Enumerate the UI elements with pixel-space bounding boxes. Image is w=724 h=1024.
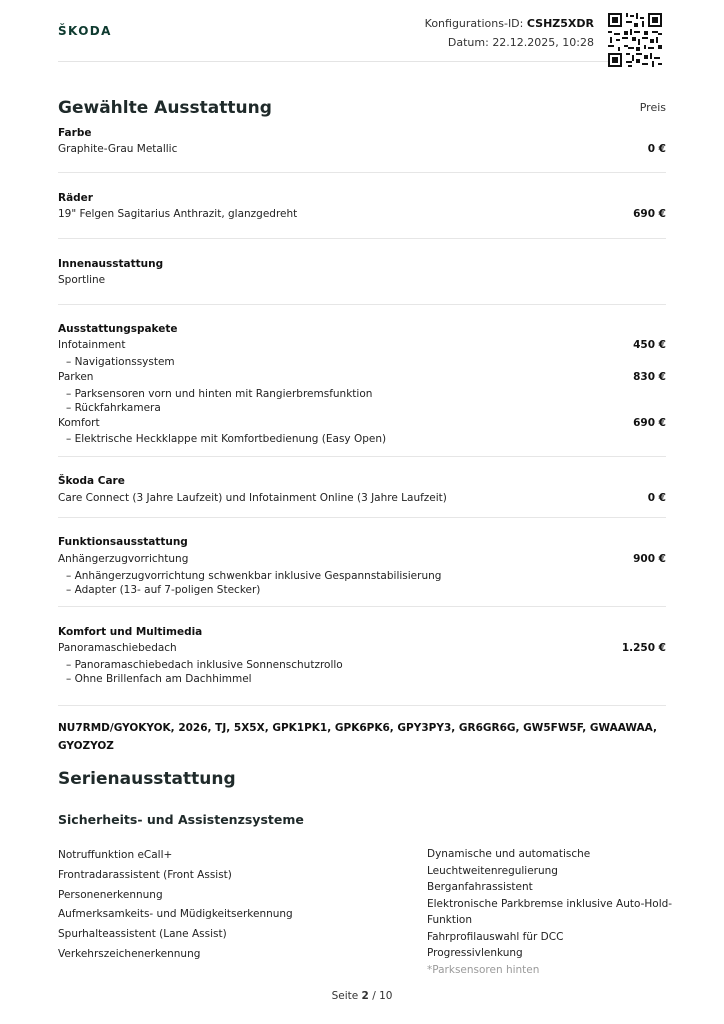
config-id-label: Konfigurations-ID:	[424, 17, 524, 30]
item-name: Komfort	[58, 417, 100, 429]
list-item: Fahrprofilauswahl für DCC	[427, 930, 564, 943]
list-item: Frontradarassistent (Front Assist)	[58, 868, 232, 881]
list-item: Funktion	[427, 914, 472, 926]
list-item: Progressivlenkung	[427, 947, 523, 959]
page-footer	[0, 990, 724, 1002]
list-item	[58, 143, 666, 157]
section-title: Innenausstattung	[58, 258, 164, 270]
section-funktionsausstattung	[58, 533, 666, 607]
list-item: Leuchtweitenregulierung	[427, 864, 558, 877]
list-item: Elektronische Parkbremse inklusive Auto-Hold-	[427, 897, 673, 910]
item-detail: – Rückfahrkamera	[66, 402, 161, 414]
standard-equipment-subtitle: Sicherheits- und Assistenzsysteme	[58, 812, 304, 827]
item-detail: – Elektrische Heckklappe mit Komfortbedienung (Easy Open)	[66, 433, 387, 445]
item-name: Parken	[58, 371, 94, 383]
config-meta	[425, 14, 594, 52]
list-item	[58, 492, 666, 506]
page-total: / 10	[372, 990, 393, 1002]
item-price: 0 €	[647, 492, 666, 504]
list-item: Notruffunktion eCall+	[58, 849, 173, 861]
standard-equipment-title: Serienausstattung	[58, 769, 236, 789]
list-item	[58, 274, 666, 288]
list-item	[58, 339, 666, 353]
page-label: Seite	[331, 990, 359, 1002]
section-title: Komfort und Multimedia	[58, 626, 203, 638]
item-detail: – Ohne Brillenfach am Dachhimmel	[66, 673, 252, 685]
section-skoda-care	[58, 472, 666, 518]
date-value: 22.12.2025, 10:28	[492, 36, 594, 49]
selected-equipment-header	[58, 98, 666, 122]
item-name: Panoramaschiebedach	[58, 642, 177, 654]
item-detail: – Panoramaschiebedach inklusive Sonnenschutzrollo	[66, 659, 343, 671]
section-farbe	[58, 124, 666, 173]
section-ausstattungspakete	[58, 320, 666, 457]
item-name: Infotainment	[58, 339, 126, 351]
list-item	[58, 371, 666, 385]
item-price: 0 €	[647, 143, 666, 155]
section-title: Funktionsausstattung	[58, 536, 188, 548]
item-price: 1.250 €	[621, 642, 666, 654]
list-item	[58, 208, 666, 222]
list-item: Spurhalteassistent (Lane Assist)	[58, 928, 227, 941]
item-name: Sportline	[58, 274, 106, 286]
section-komfort-multimedia	[58, 623, 666, 706]
skoda-logo: ŠKODA	[58, 24, 112, 38]
item-price: 830 €	[633, 371, 666, 383]
price-column-header: Preis	[639, 101, 666, 114]
section-raeder	[58, 189, 666, 239]
list-item	[58, 642, 666, 656]
item-name: Graphite-Grau Metallic	[58, 143, 178, 155]
section-title: Räder	[58, 192, 93, 204]
page-number: 2	[361, 990, 369, 1002]
list-item: Berganfahrassistent	[427, 881, 533, 893]
item-name: Anhängerzugvorrichtung	[58, 553, 189, 565]
section-title: Škoda Care	[58, 475, 125, 487]
item-name: 19" Felgen Sagitarius Anthrazit, glanzgedreht	[58, 208, 298, 220]
item-detail: – Parksensoren vorn und hinten mit Rangierbremsfunktion	[66, 388, 373, 400]
date-label: Datum:	[447, 36, 489, 49]
item-detail: – Anhängerzugvorrichtung schwenkbar inklusive Gespannstabilisierung	[66, 570, 442, 582]
item-price: 690 €	[633, 208, 666, 220]
section-title: Ausstattungspakete	[58, 323, 178, 335]
section-innenausstattung	[58, 255, 666, 305]
list-item-note: *Parksensoren hinten	[427, 963, 540, 976]
list-item	[58, 553, 666, 567]
item-price: 900 €	[633, 553, 666, 565]
standard-list-right	[427, 846, 677, 978]
item-name: Care Connect (3 Jahre Laufzeit) und Infotainment Online (3 Jahre Laufzeit)	[58, 492, 447, 504]
list-item: Verkehrszeichenerkennung	[58, 947, 201, 960]
page-header	[58, 0, 662, 62]
standard-list-left	[58, 846, 358, 965]
section-title: Farbe	[58, 127, 92, 139]
item-detail: – Navigationssystem	[66, 356, 175, 368]
selected-equipment-title: Gewählte Ausstattung	[58, 98, 272, 118]
list-item: Personenerkennung	[58, 888, 163, 901]
option-codes: NU7RMD/GYOKYOK, 2026, TJ, 5X5X, GPK1PK1, GPK6PK6, GPY3PY3, GR6GR6G, GW5FW5F, GWAAWAA, GYOZYOZ	[58, 722, 657, 752]
list-item: Dynamische und automatische	[427, 848, 591, 860]
list-item	[58, 417, 666, 431]
item-price: 690 €	[633, 417, 666, 429]
config-id: CSHZ5XDR	[526, 17, 594, 30]
list-item: Aufmerksamkeits- und Müdigkeitserkennung	[58, 908, 293, 921]
item-price: 450 €	[633, 339, 666, 351]
qr-code-icon	[608, 13, 662, 67]
item-detail: – Adapter (13- auf 7-poligen Stecker)	[66, 584, 261, 596]
